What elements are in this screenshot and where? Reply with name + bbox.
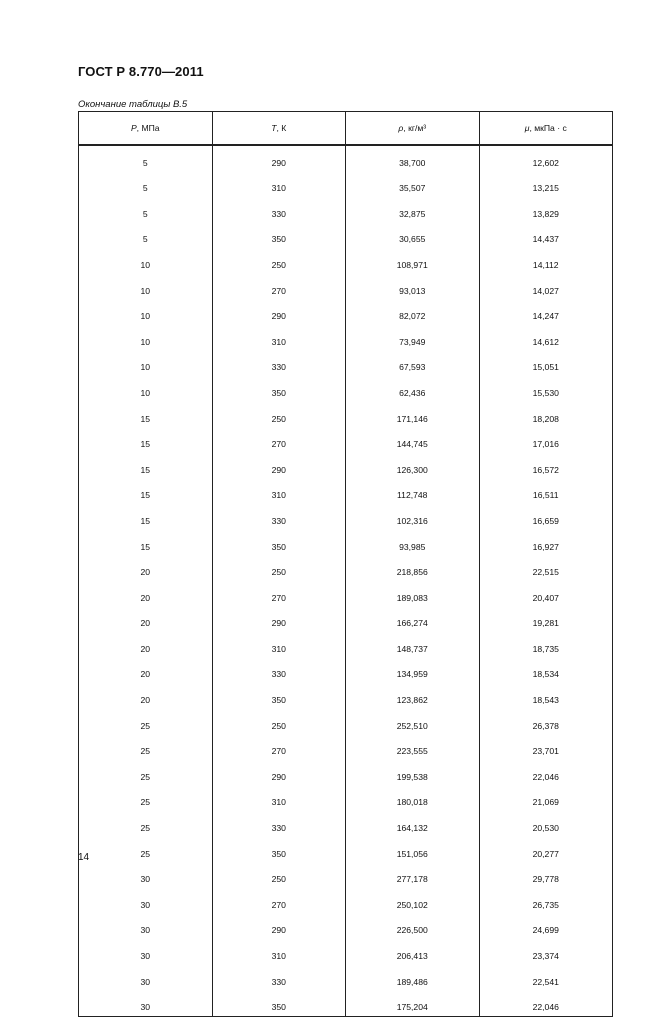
table-cell: 18,208 (479, 402, 613, 428)
table-row (79, 453, 613, 479)
table-cell: 22,541 (479, 965, 613, 991)
table-cell: 277,178 (346, 863, 480, 889)
table-cell: 21,069 (479, 786, 613, 812)
table-row (79, 248, 613, 274)
table-row (79, 351, 613, 377)
table-row (79, 683, 613, 709)
table-cell: 18,534 (479, 658, 613, 684)
table-cell: 270 (212, 428, 346, 454)
table-cell: 62,436 (346, 376, 480, 402)
table-cell: 22,515 (479, 556, 613, 582)
table-cell: 134,959 (346, 658, 480, 684)
table-cell: 10 (79, 325, 213, 351)
table-cell: 32,875 (346, 197, 480, 223)
table-cell: 26,378 (479, 709, 613, 735)
table-row (79, 939, 613, 965)
table-cell: 20 (79, 658, 213, 684)
table-cell: 148,737 (346, 632, 480, 658)
table-cell: 93,013 (346, 274, 480, 300)
table-cell: 290 (212, 914, 346, 940)
table-cell: 250 (212, 709, 346, 735)
table-cell: 206,413 (346, 939, 480, 965)
table-caption: Окончание таблицы В.5 (78, 99, 188, 110)
table-cell: 330 (212, 811, 346, 837)
table-cell: 14,612 (479, 325, 613, 351)
table-cell: 10 (79, 376, 213, 402)
table-cell: 16,511 (479, 479, 613, 505)
table-cell: 30 (79, 939, 213, 965)
column-unit: , мкПа · с (529, 123, 567, 133)
table-cell: 290 (212, 607, 346, 633)
table-cell: 250 (212, 402, 346, 428)
table-row (79, 581, 613, 607)
table-cell: 310 (212, 786, 346, 812)
table-cell: 15,051 (479, 351, 613, 377)
table-cell: 5 (79, 197, 213, 223)
table-cell: 189,083 (346, 581, 480, 607)
table-cell: 82,072 (346, 300, 480, 326)
table-row (79, 786, 613, 812)
table-cell: 20 (79, 581, 213, 607)
table-cell: 30 (79, 863, 213, 889)
table-cell: 25 (79, 786, 213, 812)
table-cell: 226,500 (346, 914, 480, 940)
column-header (212, 112, 346, 146)
column-symbol: μ (524, 123, 530, 133)
table-cell: 13,829 (479, 197, 613, 223)
table-cell: 310 (212, 479, 346, 505)
table-cell: 330 (212, 658, 346, 684)
table-cell: 171,146 (346, 402, 480, 428)
table-row (79, 735, 613, 761)
table-cell: 330 (212, 351, 346, 377)
table-cell: 18,735 (479, 632, 613, 658)
table-cell: 252,510 (346, 709, 480, 735)
table-cell: 15,530 (479, 376, 613, 402)
table-row (79, 376, 613, 402)
table-row (79, 223, 613, 249)
table-cell: 350 (212, 376, 346, 402)
table-cell: 350 (212, 530, 346, 556)
table-cell: 189,486 (346, 965, 480, 991)
table-cell: 102,316 (346, 504, 480, 530)
table-cell: 310 (212, 939, 346, 965)
table-row (79, 530, 613, 556)
table-cell: 23,701 (479, 735, 613, 761)
table-cell: 14,437 (479, 223, 613, 249)
table-cell: 26,735 (479, 888, 613, 914)
table-cell: 20 (79, 683, 213, 709)
table-cell: 108,971 (346, 248, 480, 274)
table-cell: 350 (212, 683, 346, 709)
column-symbol: ρ (398, 123, 404, 133)
table-cell: 144,745 (346, 428, 480, 454)
table-cell: 16,572 (479, 453, 613, 479)
table-row (79, 172, 613, 198)
table-cell: 290 (212, 453, 346, 479)
table-cell: 25 (79, 760, 213, 786)
table-row (79, 428, 613, 454)
table-cell: 67,593 (346, 351, 480, 377)
table-cell: 19,281 (479, 607, 613, 633)
column-symbol: P (130, 123, 137, 133)
table-row (79, 300, 613, 326)
table-cell: 38,700 (346, 145, 480, 172)
table-cell: 16,659 (479, 504, 613, 530)
page-number: 14 (78, 852, 90, 863)
column-header (79, 112, 213, 146)
table-cell: 330 (212, 197, 346, 223)
column-symbol: T (271, 123, 277, 133)
table-cell: 350 (212, 991, 346, 1017)
table-cell: 25 (79, 811, 213, 837)
table-cell: 126,300 (346, 453, 480, 479)
table-cell: 22,046 (479, 991, 613, 1017)
table-row (79, 145, 613, 172)
table-cell: 16,927 (479, 530, 613, 556)
table-row (79, 197, 613, 223)
table-row (79, 479, 613, 505)
table-cell: 310 (212, 172, 346, 198)
table-cell: 24,699 (479, 914, 613, 940)
table-cell: 25 (79, 735, 213, 761)
table-row (79, 274, 613, 300)
table-cell: 5 (79, 223, 213, 249)
table-cell: 15 (79, 504, 213, 530)
table-cell: 10 (79, 351, 213, 377)
table-cell: 199,538 (346, 760, 480, 786)
table-cell: 270 (212, 581, 346, 607)
table-row (79, 607, 613, 633)
table-row (79, 504, 613, 530)
table-cell: 270 (212, 274, 346, 300)
table-cell: 14,112 (479, 248, 613, 274)
table-row (79, 556, 613, 582)
table-row (79, 760, 613, 786)
table-cell: 22,046 (479, 760, 613, 786)
table-cell: 30 (79, 888, 213, 914)
table-row (79, 632, 613, 658)
document-header: ГОСТ Р 8.770—2011 (78, 64, 204, 79)
table-cell: 15 (79, 428, 213, 454)
table-cell: 20 (79, 556, 213, 582)
table-row (79, 658, 613, 684)
table-cell: 20,407 (479, 581, 613, 607)
table-cell: 35,507 (346, 172, 480, 198)
table-cell: 14,247 (479, 300, 613, 326)
table-cell: 10 (79, 300, 213, 326)
table-cell: 30 (79, 914, 213, 940)
table-cell: 123,862 (346, 683, 480, 709)
table-row (79, 709, 613, 735)
table-cell: 330 (212, 965, 346, 991)
table-cell: 350 (212, 223, 346, 249)
table-cell: 29,778 (479, 863, 613, 889)
table-cell: 310 (212, 632, 346, 658)
table-cell: 30 (79, 991, 213, 1017)
table-cell: 175,204 (346, 991, 480, 1017)
table-cell: 23,374 (479, 939, 613, 965)
table-cell: 15 (79, 479, 213, 505)
table-cell: 30 (79, 965, 213, 991)
table-cell: 20 (79, 632, 213, 658)
table-cell: 18,543 (479, 683, 613, 709)
table-row (79, 325, 613, 351)
table-cell: 10 (79, 248, 213, 274)
table-cell: 93,985 (346, 530, 480, 556)
table-cell: 30,655 (346, 223, 480, 249)
table-cell: 10 (79, 274, 213, 300)
table-row (79, 965, 613, 991)
table-row (79, 811, 613, 837)
table-cell: 12,602 (479, 145, 613, 172)
table-cell: 250 (212, 863, 346, 889)
table-cell: 223,555 (346, 735, 480, 761)
table-cell: 20,530 (479, 811, 613, 837)
column-unit: , К (276, 123, 287, 133)
table-cell: 270 (212, 735, 346, 761)
table-cell: 290 (212, 760, 346, 786)
table-cell: 350 (212, 837, 346, 863)
column-unit: , МПа (136, 123, 160, 133)
table-cell: 5 (79, 145, 213, 172)
table-cell: 14,027 (479, 274, 613, 300)
table-cell: 290 (212, 145, 346, 172)
table-body (79, 145, 613, 1017)
table-cell: 180,018 (346, 786, 480, 812)
table-cell: 15 (79, 453, 213, 479)
table-row (79, 863, 613, 889)
table-cell: 151,056 (346, 837, 480, 863)
table-cell: 73,949 (346, 325, 480, 351)
table-cell: 310 (212, 325, 346, 351)
table-cell: 15 (79, 530, 213, 556)
table-header-row (79, 112, 613, 146)
table-cell: 250 (212, 556, 346, 582)
column-unit: , кг/м³ (403, 123, 427, 133)
table-cell: 218,856 (346, 556, 480, 582)
table-cell: 166,274 (346, 607, 480, 633)
table-row (79, 402, 613, 428)
column-header (346, 112, 480, 146)
table-cell: 15 (79, 402, 213, 428)
table-cell: 290 (212, 300, 346, 326)
table-cell: 20 (79, 607, 213, 633)
column-header (479, 112, 613, 146)
data-table (78, 111, 613, 1017)
table-cell: 270 (212, 888, 346, 914)
table-cell: 5 (79, 172, 213, 198)
table-cell: 25 (79, 837, 213, 863)
table-row (79, 837, 613, 863)
table-cell: 250 (212, 248, 346, 274)
table-cell: 17,016 (479, 428, 613, 454)
table-cell: 112,748 (346, 479, 480, 505)
table-row (79, 888, 613, 914)
table-row (79, 991, 613, 1017)
table-cell: 330 (212, 504, 346, 530)
table-cell: 20,277 (479, 837, 613, 863)
table-cell: 13,215 (479, 172, 613, 198)
table-cell: 164,132 (346, 811, 480, 837)
table-cell: 250,102 (346, 888, 480, 914)
data-table-container (78, 111, 613, 1017)
table-cell: 25 (79, 709, 213, 735)
